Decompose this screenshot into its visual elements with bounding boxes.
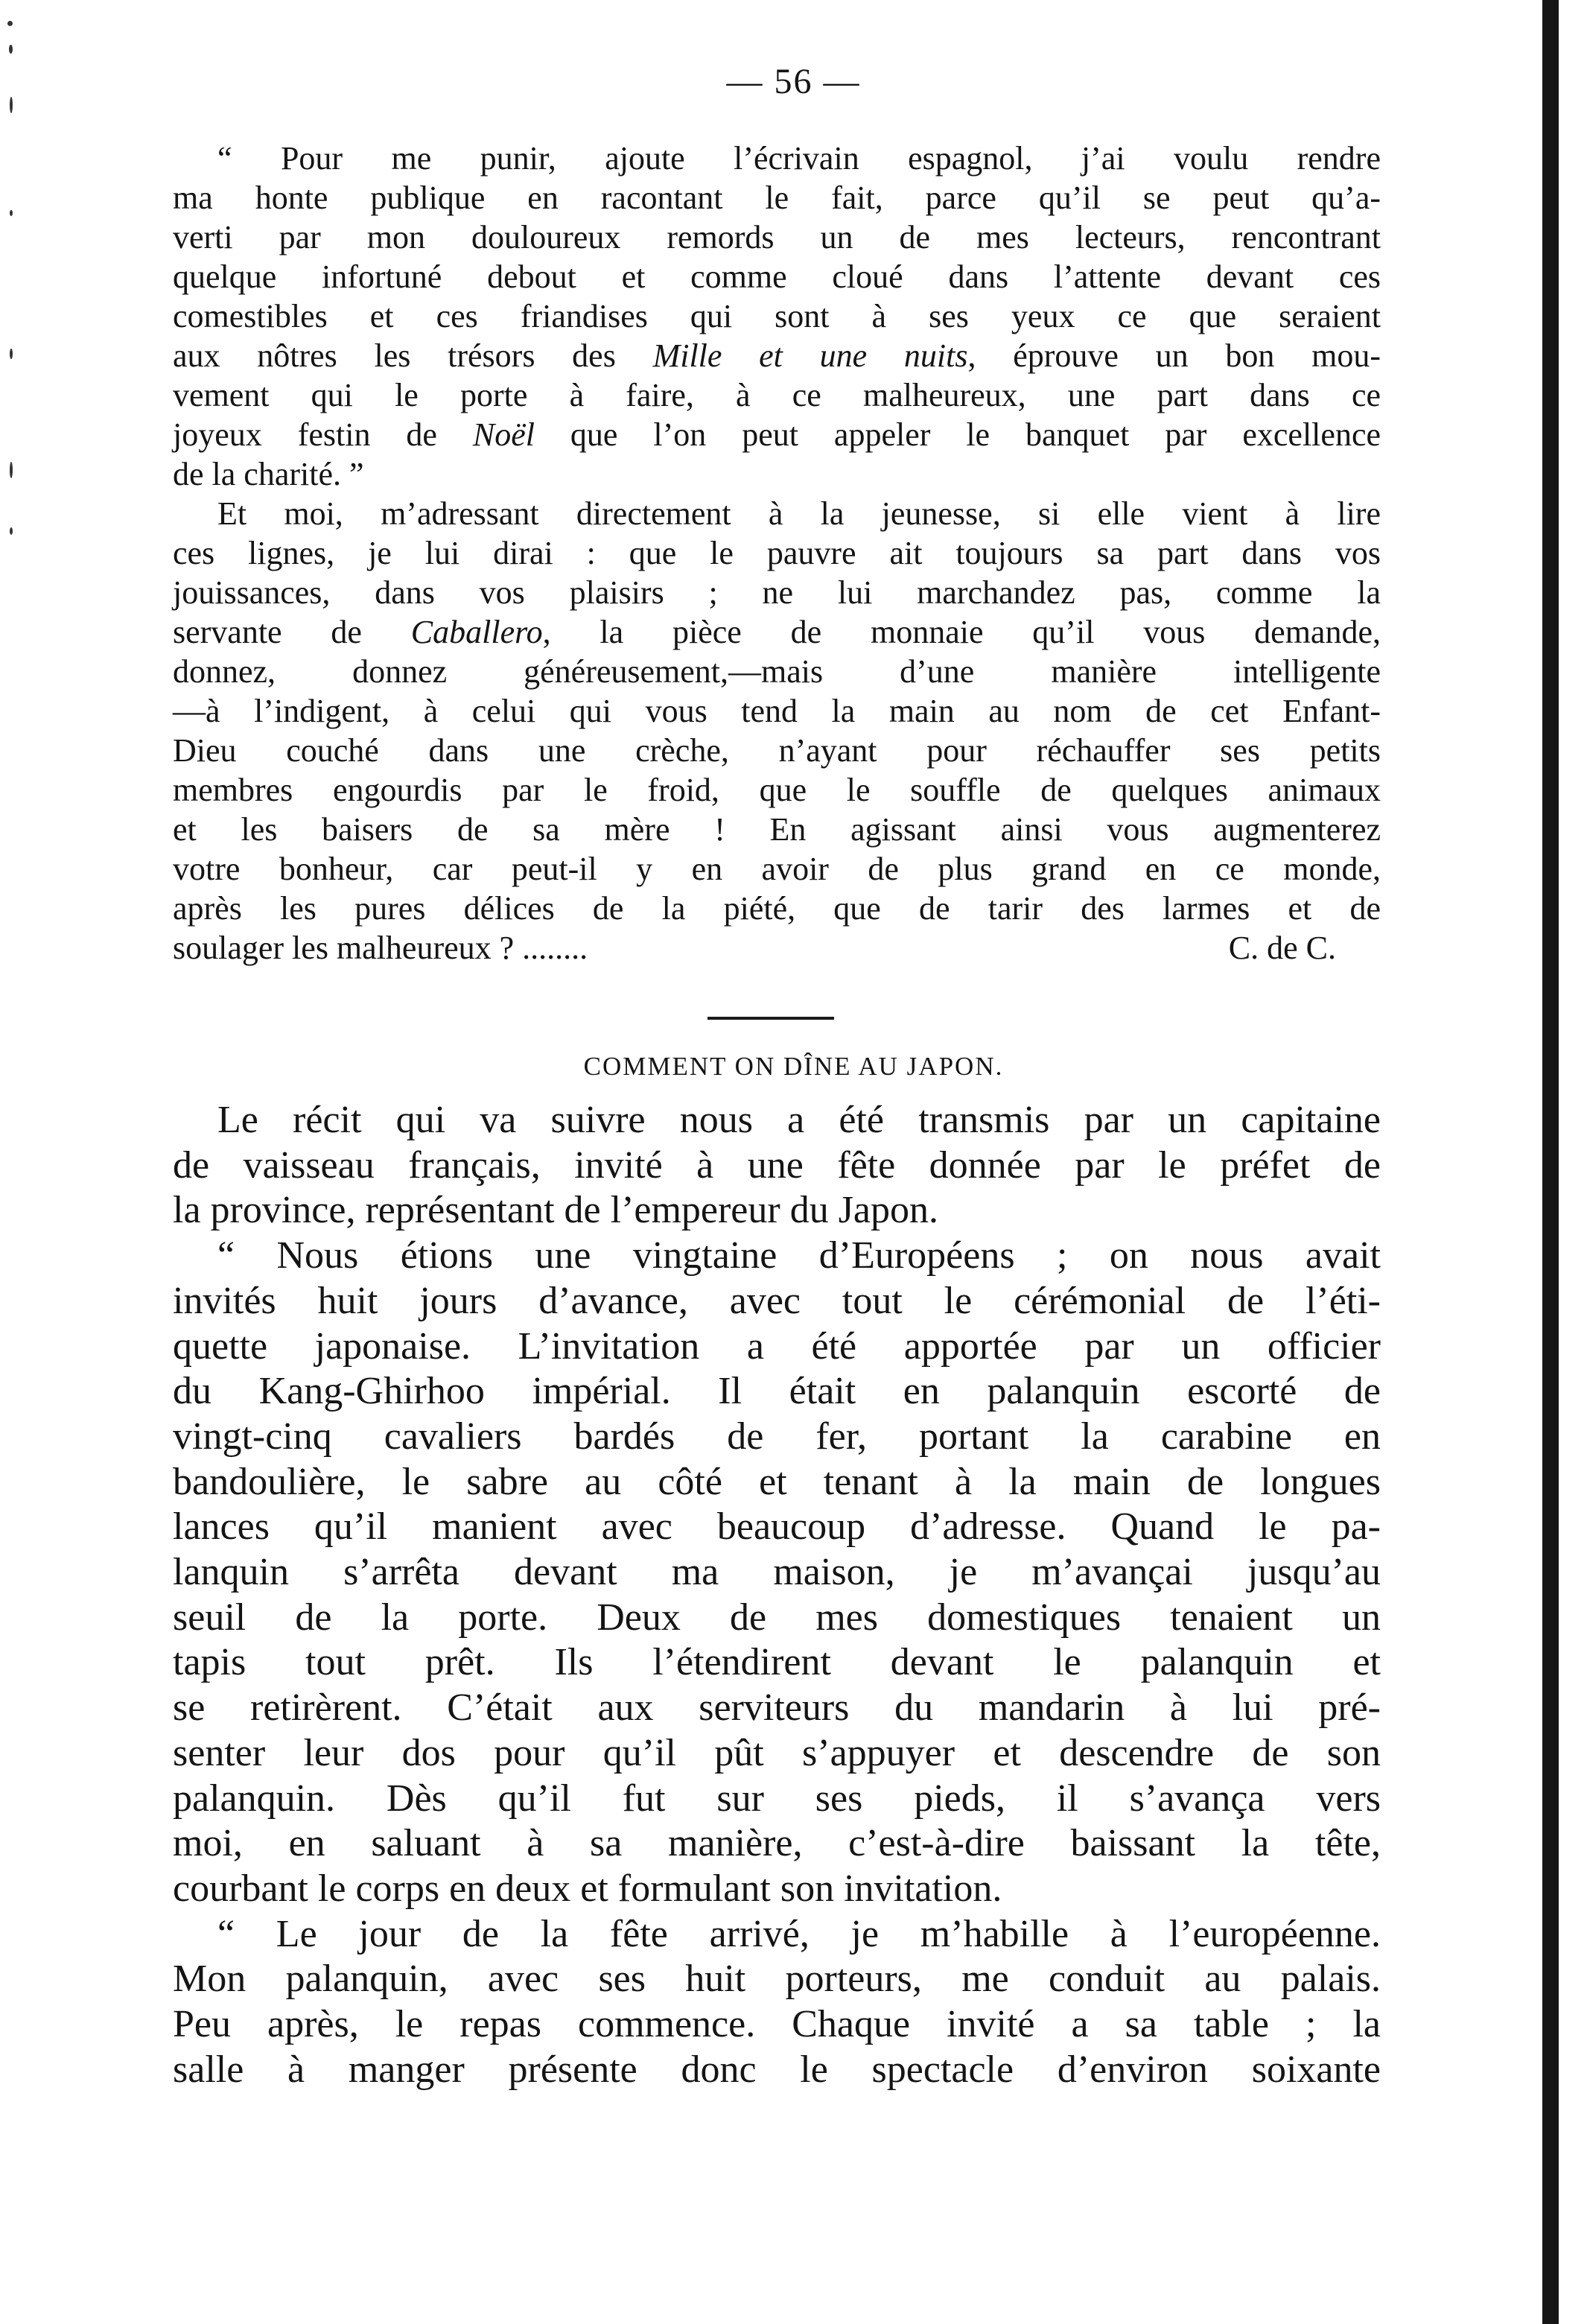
text-line [173,336,1381,375]
text-line: ma honte publique en racontant le fait, parce qu’il se peut qu’a- [173,180,1381,216]
text-line: vingt-cinq cavaliers bardés de fer, portant la carabine en [173,1415,1381,1458]
text-line: “ Le jour de la fête arrivé, je m’habille à l’européenne. [217,1912,1381,1955]
text-line: lances qu’il manient avec beaucoup d’adresse. Quand le pa- [173,1505,1381,1549]
speck [10,210,13,216]
text-line: Peu après, le repas commence. Chaque invité a sa table ; la [173,2003,1381,2046]
text-line: votre bonheur, car peut-il y en avoir de plus grand en ce monde, [173,851,1381,887]
text-line: palanquin. Dès qu’il fut sur ses pieds, il s’avança vers [173,1777,1381,1820]
text-line: vement qui le porte à faire, à ce malheureux, une part dans ce [173,377,1381,413]
text-line: salle à manger présente donc le spectacle d’environ soixante [173,2048,1381,2091]
text-line: lanquin s’arrêta devant ma maison, je m’avançai jusqu’au [173,1551,1381,1594]
letter-section [173,139,1381,968]
speck [10,349,13,359]
text-line: après les pures délices de la piété, que de tarir des larmes et de [173,890,1381,927]
text-line: Dieu couché dans une crèche, n’ayant pour réchauffer ses petits [173,732,1381,769]
italic-name: Caballero [410,614,543,650]
speck [10,527,13,535]
article-section [173,1098,1381,2092]
text-line: et les baisers de sa mère ! En agissant ainsi vous augmenterez [173,811,1381,848]
text-line: Le récit qui va suivre nous a été transmis par un capitaine [217,1099,1381,1141]
binding-edge [1542,0,1559,2324]
text-line: de vaisseau français, invité à une fête donnée par le préfet de [173,1143,1381,1187]
text-fragment: , la pièce de monnaie qu’il vous demande, [542,614,1381,650]
text-line: quette japonaise. L’invitation a été apportée par un officier [173,1324,1381,1368]
text-line: du Kang-Ghirhoo impérial. Il était en palanquin escorté de [173,1370,1381,1413]
speck [10,462,13,478]
text-line: senter leur dos pour qu’il pût s’appuyer et descendre de son [173,1731,1381,1774]
text-line: moi, en saluant à sa manière, c’est-à-dire baissant la tête, [173,1822,1381,1865]
text-line: se retirèrent. C’était aux serviteurs du mandarin à lui pré- [173,1686,1381,1730]
closing-line [173,928,1381,968]
text-line: bandoulière, le sabre au côté et tenant à la main de longues [173,1460,1381,1503]
text-line: comestibles et ces friandises qui sont à ses yeux ce que seraient [173,298,1381,334]
italic-word: Noël [472,416,535,453]
text-line [173,415,1381,454]
italic-title: Mille et une nuits [652,337,968,374]
text-line: “ Nous étions une vingtaine d’Européens ; on nous avait [217,1234,1381,1277]
text-line: donnez, donnez généreusement,—mais d’une manière intelligente [173,653,1381,690]
text-line: jouissances, dans vos plaisirs ; ne lui marchandez pas, comme la [173,574,1381,611]
text-line: de la charité. ” [173,456,364,492]
page-number: — 56 — [726,62,861,101]
text-line: —à l’indigent, à celui qui vous tend la main au nom de cet Enfant- [173,693,1381,729]
text-line: Et moi, m’adressant directement à la jeunesse, si elle vient à lire [217,495,1381,532]
text-fragment: , éprouve un bon mou- [967,337,1381,374]
section-divider [707,1017,834,1020]
speck [7,21,13,26]
text-fragment: que l’on peut appeler le banquet par excellence [534,416,1381,453]
text-fragment: soulager les malheureux ? ........ [173,930,588,966]
text-line: quelque infortuné debout et comme cloué dans l’attente devant ces [173,258,1381,295]
text-line: la province, représentant de l’empereur du Japon. [173,1189,939,1232]
text-fragment: servante de [173,614,411,650]
text-fragment: aux nôtres les trésors des [173,337,653,374]
text-line: seuil de la porte. Deux de mes domestiques tenaient un [173,1596,1381,1639]
text-line: verti par mon douloureux remords un de mes lecteurs, rencontrant [173,219,1381,255]
text-line: membres engourdis par le froid, que le souffle de quelques animaux [173,772,1381,808]
text-line: invités huit jours d’avance, avec tout le cérémonial de l’éti- [173,1279,1381,1322]
text-line [173,612,1381,652]
text-line: courbant le corps en deux et formulant son invitation. [173,1867,1002,1910]
signature: C. de C. [1228,930,1336,966]
text-fragment: joyeux festin de [173,416,473,453]
text-line: ces lignes, je lui dirai : que le pauvre ait toujours sa part dans vos [173,535,1381,571]
text-line: tapis tout prêt. Ils l’étendirent devant le palanquin et [173,1641,1381,1684]
section-heading: COMMENT ON DÎNE AU JAPON. [583,1052,1004,1081]
speck [9,45,13,54]
text-line: Mon palanquin, avec ses huit porteurs, me conduit au palais. [173,1958,1381,2001]
text-line: “ Pour me punir, ajoute l’écrivain espagnol, j’ai voulu rendre [217,140,1381,177]
